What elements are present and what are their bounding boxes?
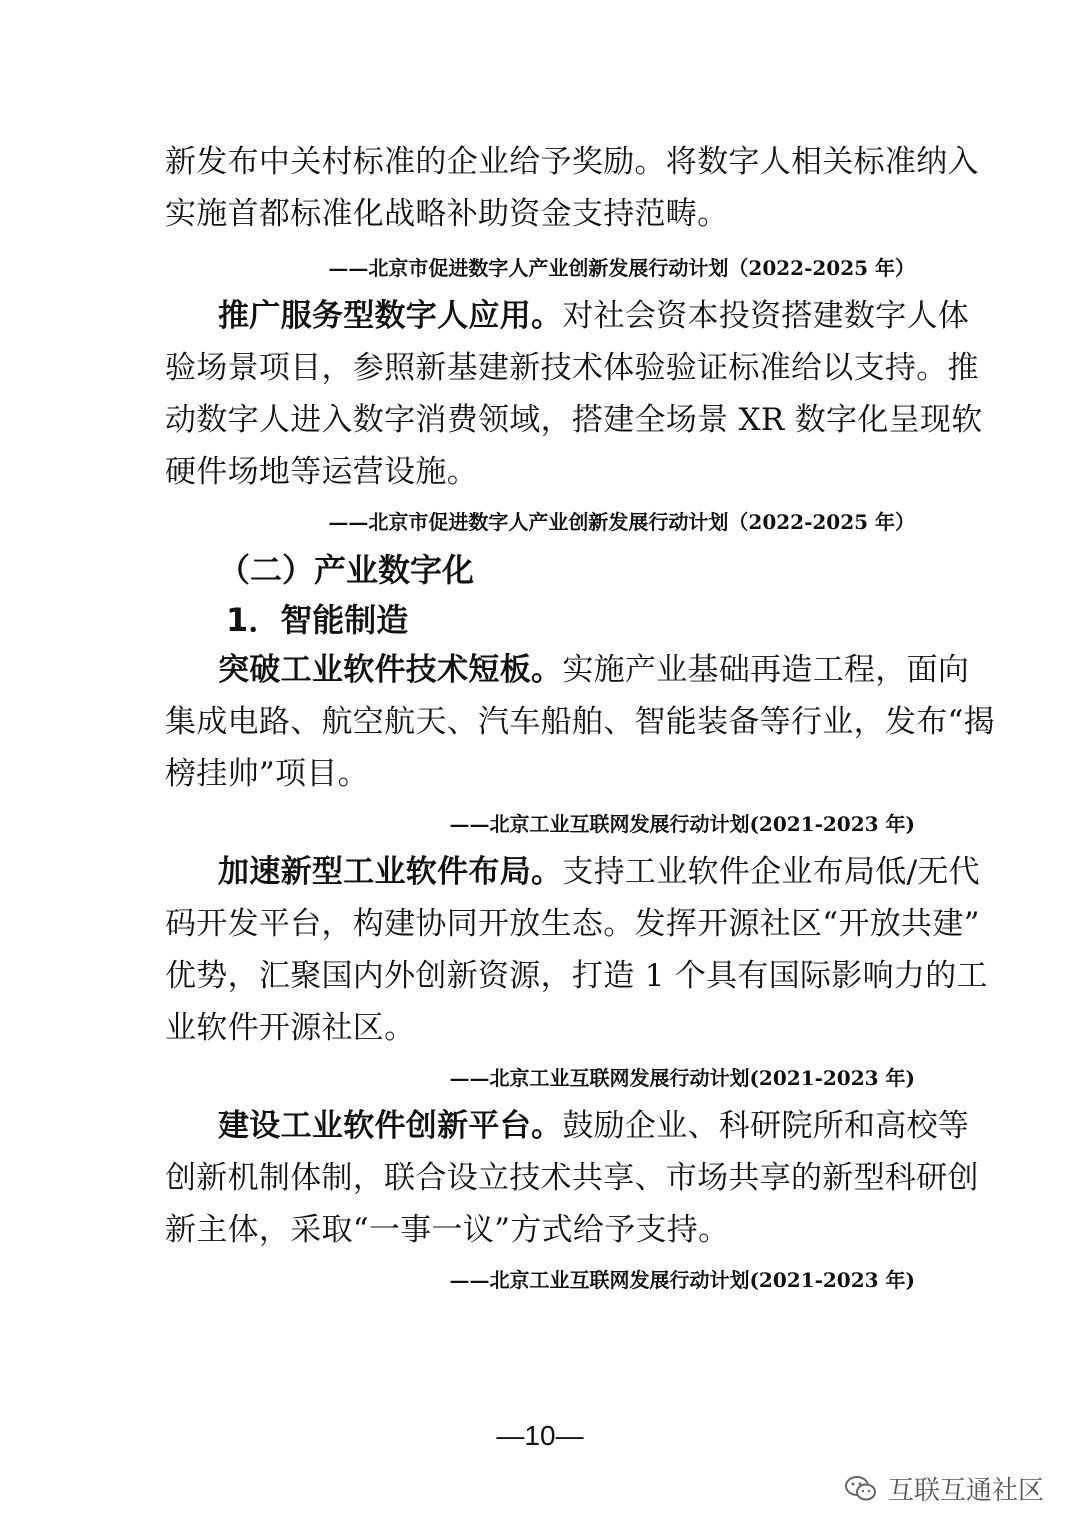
subsection-heading: 1．智能制造: [226, 601, 409, 639]
paragraph-line: 榜挂帅”项目。: [165, 756, 369, 792]
paragraph-lead: 突破工业软件技术短板。: [218, 652, 563, 688]
source-citation: ——北京工业互联网发展行动计划(2021-2023 年): [449, 812, 915, 836]
page-number: —10—: [496, 1420, 584, 1451]
paragraph-text: 实施产业基础再造工程，面向: [562, 652, 970, 688]
paragraph-line: 验场景项目，参照新基建新技术体验验证标准给以支持。推: [165, 350, 979, 386]
watermark-text: 互联互通社区: [887, 1476, 1044, 1506]
source-citation: ——北京市促进数字人产业创新发展行动计划（2022-2025 年）: [328, 510, 915, 534]
paragraph-text: 对社会资本投资搭建数字人体: [562, 298, 970, 334]
paragraph-first-line: [218, 296, 970, 336]
paragraph-lead: 推广服务型数字人应用。: [218, 298, 563, 334]
paragraph-line: 集成电路、航空航天、汽车船舶、智能装备等行业，发布“揭: [165, 704, 995, 740]
paragraph-line: 实施首都标准化战略补助资金支持范畴。: [165, 196, 729, 232]
wechat-icon: [844, 1474, 878, 1504]
paragraph-lead: 建设工业软件创新平台。: [218, 1108, 563, 1144]
paragraph-line: 业软件开源社区。: [165, 1010, 416, 1046]
watermark: [844, 1470, 1044, 1507]
paragraph-line: 硬件场地等运营设施。: [165, 454, 478, 490]
paragraph-line: 创新机制体制，联合设立技术共享、市场共享的新型科研创: [165, 1160, 979, 1196]
source-citation: ——北京工业互联网发展行动计划(2021-2023 年): [449, 1066, 915, 1090]
paragraph-text: 鼓励企业、科研院所和高校等: [562, 1108, 970, 1144]
paragraph-first-line: [218, 1106, 970, 1146]
section-heading: （二）产业数字化: [218, 551, 475, 589]
source-citation: ——北京市促进数字人产业创新发展行动计划（2022-2025 年）: [328, 256, 915, 280]
paragraph-line: 动数字人进入数字消费领域，搭建全场景 XR 数字化呈现软: [165, 402, 983, 438]
paragraph-line: 新发布中关村标准的企业给予奖励。将数字人相关标准纳入: [165, 144, 979, 180]
source-citation: ——北京工业互联网发展行动计划(2021-2023 年): [449, 1268, 915, 1292]
paragraph-lead: 加速新型工业软件布局。: [218, 854, 563, 890]
paragraph-first-line: [218, 650, 970, 690]
paragraph-text: 支持工业软件企业布局低/无代: [562, 854, 980, 890]
paragraph-line: 新主体，采取“一事一议”方式给予支持。: [165, 1212, 730, 1248]
paragraph-line: 优势，汇聚国内外创新资源，打造 1 个具有国际影响力的工: [165, 958, 988, 994]
paragraph-first-line: [218, 852, 980, 892]
paragraph-line: 码开发平台，构建协同开放生态。发挥开源社区“开放共建”: [165, 906, 980, 942]
